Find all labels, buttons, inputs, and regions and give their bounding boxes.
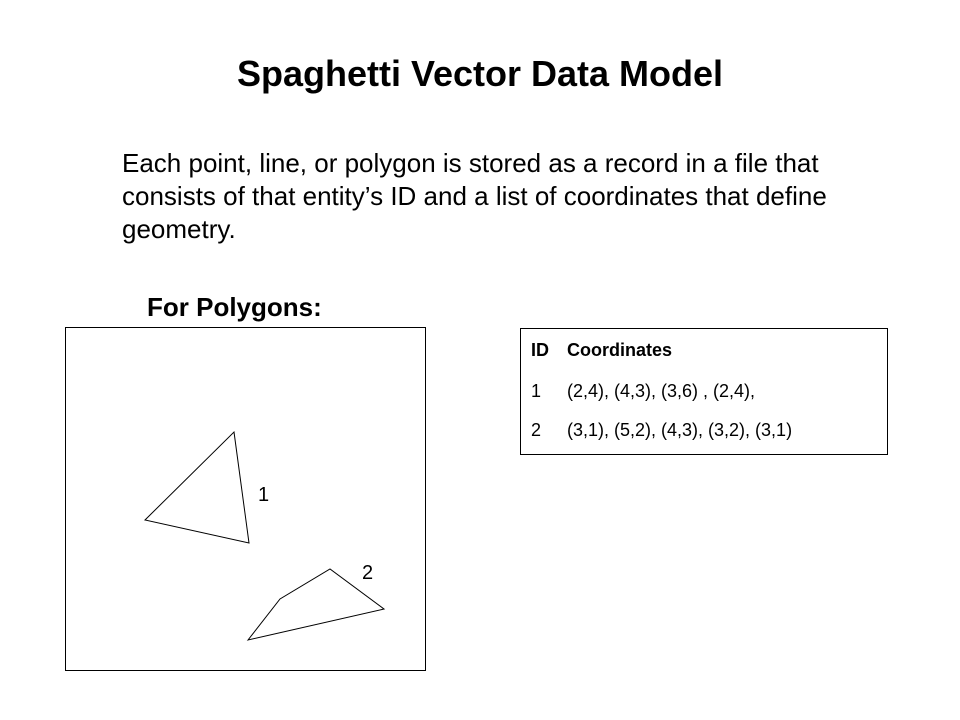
- page-title: Spaghetti Vector Data Model: [236, 53, 724, 94]
- description-text: Each point, line, or polygon is stored as a record in a file that consists of that entity’s ID and a list of coordinates that define geometry.: [122, 148, 827, 244]
- table-row: [521, 379, 887, 403]
- diagram-frame: [66, 328, 426, 671]
- header-coordinates: Coordinates: [567, 340, 673, 360]
- table-row: [521, 418, 887, 442]
- table-header-row: [521, 338, 887, 362]
- row-coordinates: (2,4), (4,3), (3,6) , (2,4),: [567, 381, 756, 401]
- polygon-diagram: [65, 327, 426, 671]
- row-coordinates: (3,1), (5,2), (4,3), (3,2), (3,1): [567, 420, 793, 440]
- header-id: ID: [531, 340, 549, 360]
- polygon-diagram-svg: [65, 327, 426, 671]
- row-id: 1: [531, 381, 542, 401]
- coordinates-table: [520, 328, 888, 455]
- polygon-1: [145, 432, 249, 543]
- polygon-2-label: 2: [362, 562, 374, 584]
- section-label: For Polygons:: [147, 292, 322, 322]
- row-id: 2: [531, 420, 542, 440]
- polygon-1-label: 1: [258, 484, 270, 506]
